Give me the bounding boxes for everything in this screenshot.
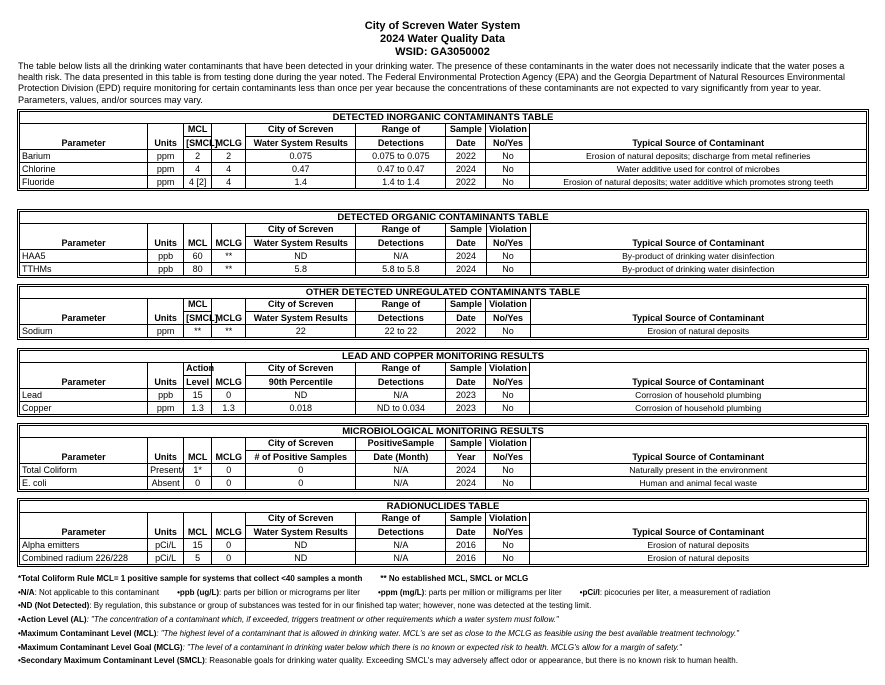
header-row — [20, 438, 867, 451]
table-title: LEAD AND COPPER MONITORING RESULTS — [20, 351, 867, 363]
column-header-date-line1: Sample — [446, 224, 486, 237]
table-row — [20, 464, 867, 477]
cell-source: Erosion of natural deposits — [530, 325, 866, 338]
table-title: DETECTED ORGANIC CONTAMINANTS TABLE — [20, 212, 867, 224]
column-header-parameter: Parameter — [20, 124, 148, 150]
cell-parameter: Alpha emitters — [20, 539, 148, 552]
cell-violation: No — [486, 163, 530, 176]
column-header-parameter: Parameter — [20, 438, 148, 464]
table-title: DETECTED INORGANIC CONTAMINANTS TABLE — [20, 112, 867, 124]
column-header-results-line1: City of Screven — [246, 299, 356, 312]
cell-mclg: 1.3 — [212, 402, 246, 415]
cell-range: 1.4 to 1.4 — [356, 176, 446, 189]
cell-source: Corrosion of household plumbing — [530, 402, 867, 415]
cell-mcl: 4 — [184, 163, 212, 176]
cell-units: pCi/L — [148, 539, 184, 552]
column-header-source: Typical Source of Contaminant — [530, 513, 867, 539]
cell-units: ppm — [148, 176, 184, 189]
table-row — [20, 150, 867, 163]
cell-date: 2022 — [446, 176, 486, 189]
cell-mclg: 0 — [212, 552, 246, 565]
column-header-date-line1: Sample — [446, 124, 486, 137]
column-header-results-line1: City of Screven — [246, 124, 356, 137]
column-header-violation-line2: No/Yes — [486, 237, 530, 250]
pci-term: •pCi/l — [579, 587, 600, 597]
cell-mclg: 2 — [212, 150, 246, 163]
column-header-violation-line2: No/Yes — [486, 526, 530, 539]
cell-date: 2023 — [446, 389, 486, 402]
cell-units: Present/ — [148, 464, 184, 477]
column-header-units: Units — [148, 438, 184, 464]
column-header-mcl: MCL — [184, 513, 212, 539]
table-row — [20, 552, 867, 565]
cell-date: 2024 — [446, 464, 486, 477]
table-row — [20, 539, 867, 552]
column-header-date-line1: Sample — [446, 363, 486, 376]
column-header-mcl-line1: Action — [184, 363, 212, 376]
cell-source: Naturally present in the environment — [530, 464, 866, 477]
column-header-parameter: Parameter — [20, 513, 148, 539]
cell-violation: No — [486, 150, 530, 163]
smcl-term: •Secondary Maximum Contaminant Level (SMCL) — [18, 656, 205, 666]
cell-parameter: Sodium — [20, 325, 148, 338]
cell-source: Erosion of natural deposits — [530, 552, 867, 565]
cell-parameter: Total Coliform — [20, 464, 148, 477]
cell-date: 2022 — [446, 325, 486, 338]
mcl-term: •Maximum Contaminant Level (MCL) — [18, 628, 157, 638]
table-row — [20, 163, 867, 176]
column-header-range-line2: Detections — [356, 237, 446, 250]
cell-mcl: 2 — [184, 150, 212, 163]
column-header-mcl: MCL — [184, 438, 212, 464]
cell-units: ppb — [148, 389, 184, 402]
cell-source: By-product of drinking water disinfection — [530, 250, 866, 263]
column-header-date-line1: Sample — [446, 438, 486, 451]
cell-violation: No — [486, 552, 530, 565]
cell-units: ppm — [148, 150, 184, 163]
column-header-results-line2: 90th Percentile — [246, 376, 356, 389]
footnote-line-4 — [18, 613, 878, 627]
cell-mcl: ** — [184, 325, 212, 338]
column-header-source: Typical Source of Contaminant — [530, 124, 867, 150]
cell-date: 2016 — [446, 539, 486, 552]
mclg-term: •Maximum Contaminant Level Goal (MCLG) — [18, 642, 183, 652]
column-header-mclg: MCLG — [212, 363, 246, 389]
nd-term: •ND (Not Detected) — [18, 601, 90, 611]
report-header — [0, 0, 885, 59]
cell-range: N/A — [356, 539, 446, 552]
cell-range: N/A — [356, 552, 446, 565]
column-header-units: Units — [148, 299, 184, 325]
cell-mclg: ** — [212, 325, 246, 338]
cell-parameter: Combined radium 226/228 — [20, 552, 148, 565]
na-def: : Not applicable to this contaminant — [34, 587, 160, 597]
cell-results: 0 — [246, 464, 356, 477]
cell-results: 0.47 — [246, 163, 356, 176]
column-header-results-line2: Water System Results — [246, 312, 356, 325]
column-header-date-line1: Sample — [446, 299, 486, 312]
cell-source: Water additive used for control of microbes — [530, 163, 867, 176]
cell-results: 1.4 — [246, 176, 356, 189]
coliform-rule-note: *Total Coliform Rule MCL= 1 positive sample for systems that collect <40 samples a month — [18, 574, 363, 583]
column-header-mclg: MCLG — [212, 513, 246, 539]
column-header-results-line2: # of Positive Samples — [246, 451, 356, 464]
column-header-violation-line1: Violation — [486, 124, 530, 137]
cell-mcl: 0 — [184, 477, 212, 490]
column-header-source: Typical Source of Contaminant — [530, 299, 866, 325]
column-header-source: Typical Source of Contaminant — [530, 363, 867, 389]
column-header-results-line1: City of Screven — [246, 513, 356, 526]
cell-source: By-product of drinking water disinfection — [530, 263, 866, 276]
cell-violation: No — [486, 250, 530, 263]
cell-mclg: 0 — [212, 464, 246, 477]
header-row — [20, 363, 867, 376]
cell-mcl: 1* — [184, 464, 212, 477]
no-mcl-note: ** No established MCL, SMCL or MCLG — [380, 574, 529, 583]
cell-mcl: 4 [2] — [184, 176, 212, 189]
column-header-mcl-line2: [SMCL] — [184, 312, 212, 325]
column-header-mclg: MCLG — [212, 299, 246, 325]
header-row — [20, 513, 867, 526]
cell-results: 22 — [246, 325, 356, 338]
column-header-mclg: MCLG — [212, 124, 246, 150]
column-header-results-line2: Water System Results — [246, 137, 356, 150]
table-row — [20, 325, 867, 338]
column-header-parameter: Parameter — [20, 224, 148, 250]
cell-units: Absent — [148, 477, 184, 490]
column-header-range-line1: Range of — [356, 124, 446, 137]
column-header-range-line2: Detections — [356, 137, 446, 150]
na-term: •N/A — [18, 587, 35, 597]
unregulated-table — [17, 284, 869, 340]
al-term: •Action Level (AL) — [18, 615, 87, 625]
cell-mclg: ** — [212, 263, 246, 276]
column-header-range-line1: PositiveSample — [356, 438, 446, 451]
column-header-parameter: Parameter — [20, 363, 148, 389]
footnote-line-5 — [18, 627, 878, 641]
column-header-date-line2: Date — [446, 137, 486, 150]
organic-table — [17, 209, 869, 278]
cell-violation: No — [486, 176, 530, 189]
cell-parameter: Barium — [20, 150, 148, 163]
footnote-line-2 — [18, 586, 878, 600]
footnote-line-1 — [18, 572, 878, 586]
column-header-date-line2: Date — [446, 237, 486, 250]
column-header-units: Units — [148, 224, 184, 250]
cell-source: Human and animal fecal waste — [530, 477, 866, 490]
cell-violation: No — [486, 263, 530, 276]
column-header-results-line2: Water System Results — [246, 237, 356, 250]
footnote-line-3 — [18, 599, 878, 613]
cell-units: ppm — [148, 402, 184, 415]
column-header-range-line1: Range of — [356, 224, 446, 237]
header-row — [20, 299, 867, 312]
inorganic-table — [17, 109, 869, 191]
column-header-mcl-line1: MCL — [184, 299, 212, 312]
column-header-violation-line1: Violation — [486, 363, 530, 376]
cell-mcl: 15 — [184, 539, 212, 552]
table-row — [20, 250, 867, 263]
cell-units: ppm — [148, 163, 184, 176]
ppm-term: •ppm (mg/L) — [377, 587, 425, 597]
column-header-mcl: MCL — [184, 224, 212, 250]
column-header-violation-line2: No/Yes — [486, 451, 530, 464]
column-header-date-line2: Date — [446, 376, 486, 389]
column-header-mcl-line1: MCL — [184, 124, 212, 137]
cell-range: N/A — [356, 250, 446, 263]
table-row — [20, 176, 867, 189]
microbiological-table — [17, 423, 869, 492]
al-def: : "The concentration of a contaminant which, if exceeded, triggers treatment or other requirements which a water system must follow." — [86, 615, 559, 625]
cell-date: 2024 — [446, 250, 486, 263]
cell-results: ND — [246, 539, 356, 552]
column-header-date-line2: Date — [446, 526, 486, 539]
cell-parameter: Lead — [20, 389, 148, 402]
cell-results: ND — [246, 250, 356, 263]
ppb-def: : parts per billion or micrograms per liter — [219, 587, 360, 597]
intro-paragraph: The table below lists all the drinking water contaminants that have been detected in your drinking water. The presence of these contaminants in the water does not necessarily indicate that the water poses a health risk. The data presented in this table is from testing done during the year noted. The Federal Environmental Protection Agency (EPA) and the Georgia Department of Natural Resources Environmental Protection Division (EPD) require monitoring for certain contaminants less than once per year because the concentrations of these contaminants are not expected to vary significantly from year to year. Parameters, values, and/or sources may vary. — [18, 61, 845, 105]
cell-date: 2023 — [446, 402, 486, 415]
cell-date: 2016 — [446, 552, 486, 565]
cell-mclg: ** — [212, 250, 246, 263]
cell-date: 2022 — [446, 150, 486, 163]
report-subtitle: 2024 Water Quality Data — [380, 33, 505, 45]
table-row — [20, 263, 867, 276]
cell-mcl: 15 — [184, 389, 212, 402]
cell-units: ppb — [148, 250, 184, 263]
column-header-range-line2: Detections — [356, 376, 446, 389]
cell-range: 22 to 22 — [356, 325, 446, 338]
column-header-range-line1: Range of — [356, 513, 446, 526]
cell-parameter: HAA5 — [20, 250, 148, 263]
cell-units: pCi/L — [148, 552, 184, 565]
ppb-term: •ppb (ug/L) — [177, 587, 219, 597]
table-title: MICROBIOLOGICAL MONITORING RESULTS — [20, 426, 867, 438]
cell-mclg: 0 — [212, 477, 246, 490]
column-header-results-line2: Water System Results — [246, 526, 356, 539]
footnote-line-6 — [18, 641, 878, 655]
column-header-source: Typical Source of Contaminant — [530, 224, 866, 250]
smcl-def: : Reasonable goals for drinking water quality. Exceeding SMCL's may adversely affect odor or appearance, but there is no known risk to human health. — [204, 656, 738, 666]
column-header-mclg: MCLG — [212, 438, 246, 464]
table-row — [20, 477, 867, 490]
column-header-range-line2: Date (Month) — [356, 451, 446, 464]
column-header-source: Typical Source of Contaminant — [530, 438, 866, 464]
cell-units: ppb — [148, 263, 184, 276]
cell-mclg: 0 — [212, 539, 246, 552]
cell-mcl: 5 — [184, 552, 212, 565]
column-header-mcl-line2: [SMCL] — [184, 137, 212, 150]
column-header-range-line2: Detections — [356, 312, 446, 325]
column-header-violation-line2: No/Yes — [486, 137, 530, 150]
column-header-results-line1: City of Screven — [246, 438, 356, 451]
table-row — [20, 389, 867, 402]
cell-mclg: 4 — [212, 163, 246, 176]
cell-parameter: Copper — [20, 402, 148, 415]
cell-source: Erosion of natural deposits — [530, 539, 867, 552]
column-header-violation-line1: Violation — [486, 438, 530, 451]
column-header-range-line2: Detections — [356, 526, 446, 539]
column-header-parameter: Parameter — [20, 299, 148, 325]
cell-source: Erosion of natural deposits; discharge from metal refineries — [530, 150, 867, 163]
column-header-date-line1: Sample — [446, 513, 486, 526]
cell-results: ND — [246, 389, 356, 402]
cell-results: 0 — [246, 477, 356, 490]
cell-violation: No — [486, 325, 530, 338]
cell-range: N/A — [356, 389, 446, 402]
lead-copper-table — [17, 348, 869, 417]
cell-source: Erosion of natural deposits; water additive which promotes strong teeth — [530, 176, 867, 189]
radionuclides-table — [17, 498, 869, 567]
cell-parameter: E. coli — [20, 477, 148, 490]
column-header-date-line2: Year — [446, 451, 486, 464]
footnote-line-7 — [18, 654, 878, 668]
cell-results: 5.8 — [246, 263, 356, 276]
table-row — [20, 402, 867, 415]
cell-range: N/A — [356, 464, 446, 477]
table-title: RADIONUCLIDES TABLE — [20, 501, 867, 513]
column-header-results-line1: City of Screven — [246, 363, 356, 376]
column-header-mcl-line2: Level — [184, 376, 212, 389]
wsid-label: WSID: GA3050002 — [395, 46, 490, 58]
column-header-results-line1: City of Screven — [246, 224, 356, 237]
column-header-units: Units — [148, 124, 184, 150]
cell-results: 0.018 — [246, 402, 356, 415]
column-header-units: Units — [148, 363, 184, 389]
cell-results: ND — [246, 552, 356, 565]
cell-violation: No — [486, 402, 530, 415]
cell-parameter: Fluoride — [20, 176, 148, 189]
cell-violation: No — [486, 389, 530, 402]
column-header-date-line2: Date — [446, 312, 486, 325]
report-title: City of Screven Water System — [364, 20, 521, 32]
column-header-violation-line2: No/Yes — [486, 312, 530, 325]
cell-mcl: 60 — [184, 250, 212, 263]
cell-range: 0.075 to 0.075 — [356, 150, 446, 163]
ppm-def: : parts per million or milligrams per liter — [424, 587, 562, 597]
cell-range: 0.47 to 0.47 — [356, 163, 446, 176]
cell-mcl: 80 — [184, 263, 212, 276]
column-header-violation-line1: Violation — [486, 299, 530, 312]
cell-date: 2024 — [446, 263, 486, 276]
column-header-mclg: MCLG — [212, 224, 246, 250]
cell-mclg: 4 — [212, 176, 246, 189]
cell-violation: No — [486, 539, 530, 552]
header-row — [20, 224, 867, 237]
cell-results: 0.075 — [246, 150, 356, 163]
cell-units: ppm — [148, 325, 184, 338]
table-title: OTHER DETECTED UNREGULATED CONTAMINANTS TABLE — [20, 287, 867, 299]
footnotes — [18, 572, 878, 668]
cell-date: 2024 — [446, 163, 486, 176]
column-header-range-line1: Range of — [356, 299, 446, 312]
mclg-def: : "The level of a contaminant in drinking water below which there is no known or expected risk to health. MCLG's allow for a margin of safety." — [182, 642, 682, 652]
column-header-units: Units — [148, 513, 184, 539]
column-header-violation-line1: Violation — [486, 513, 530, 526]
cell-range: 5.8 to 5.8 — [356, 263, 446, 276]
mcl-def: : "The highest level of a contaminant that is allowed in drinking water. MCL's are set as close to the MCLG as feasible using the best available treatment technology." — [156, 628, 739, 638]
cell-range: N/A — [356, 477, 446, 490]
cell-range: ND to 0.034 — [356, 402, 446, 415]
cell-date: 2024 — [446, 477, 486, 490]
header-row — [20, 124, 867, 137]
cell-parameter: TTHMs — [20, 263, 148, 276]
column-header-violation-line2: No/Yes — [486, 376, 530, 389]
column-header-range-line1: Range of — [356, 363, 446, 376]
cell-mcl: 1.3 — [184, 402, 212, 415]
cell-parameter: Chlorine — [20, 163, 148, 176]
pci-def: : picocuries per liter, a measurement of radiation — [599, 587, 771, 597]
cell-mclg: 0 — [212, 389, 246, 402]
nd-def: : By regulation, this substance or group of substances was tested for in our finished tap water; however, none was detected at the testing limit. — [89, 601, 592, 611]
column-header-violation-line1: Violation — [486, 224, 530, 237]
cell-source: Corrosion of household plumbing — [530, 389, 867, 402]
cell-violation: No — [486, 477, 530, 490]
cell-violation: No — [486, 464, 530, 477]
